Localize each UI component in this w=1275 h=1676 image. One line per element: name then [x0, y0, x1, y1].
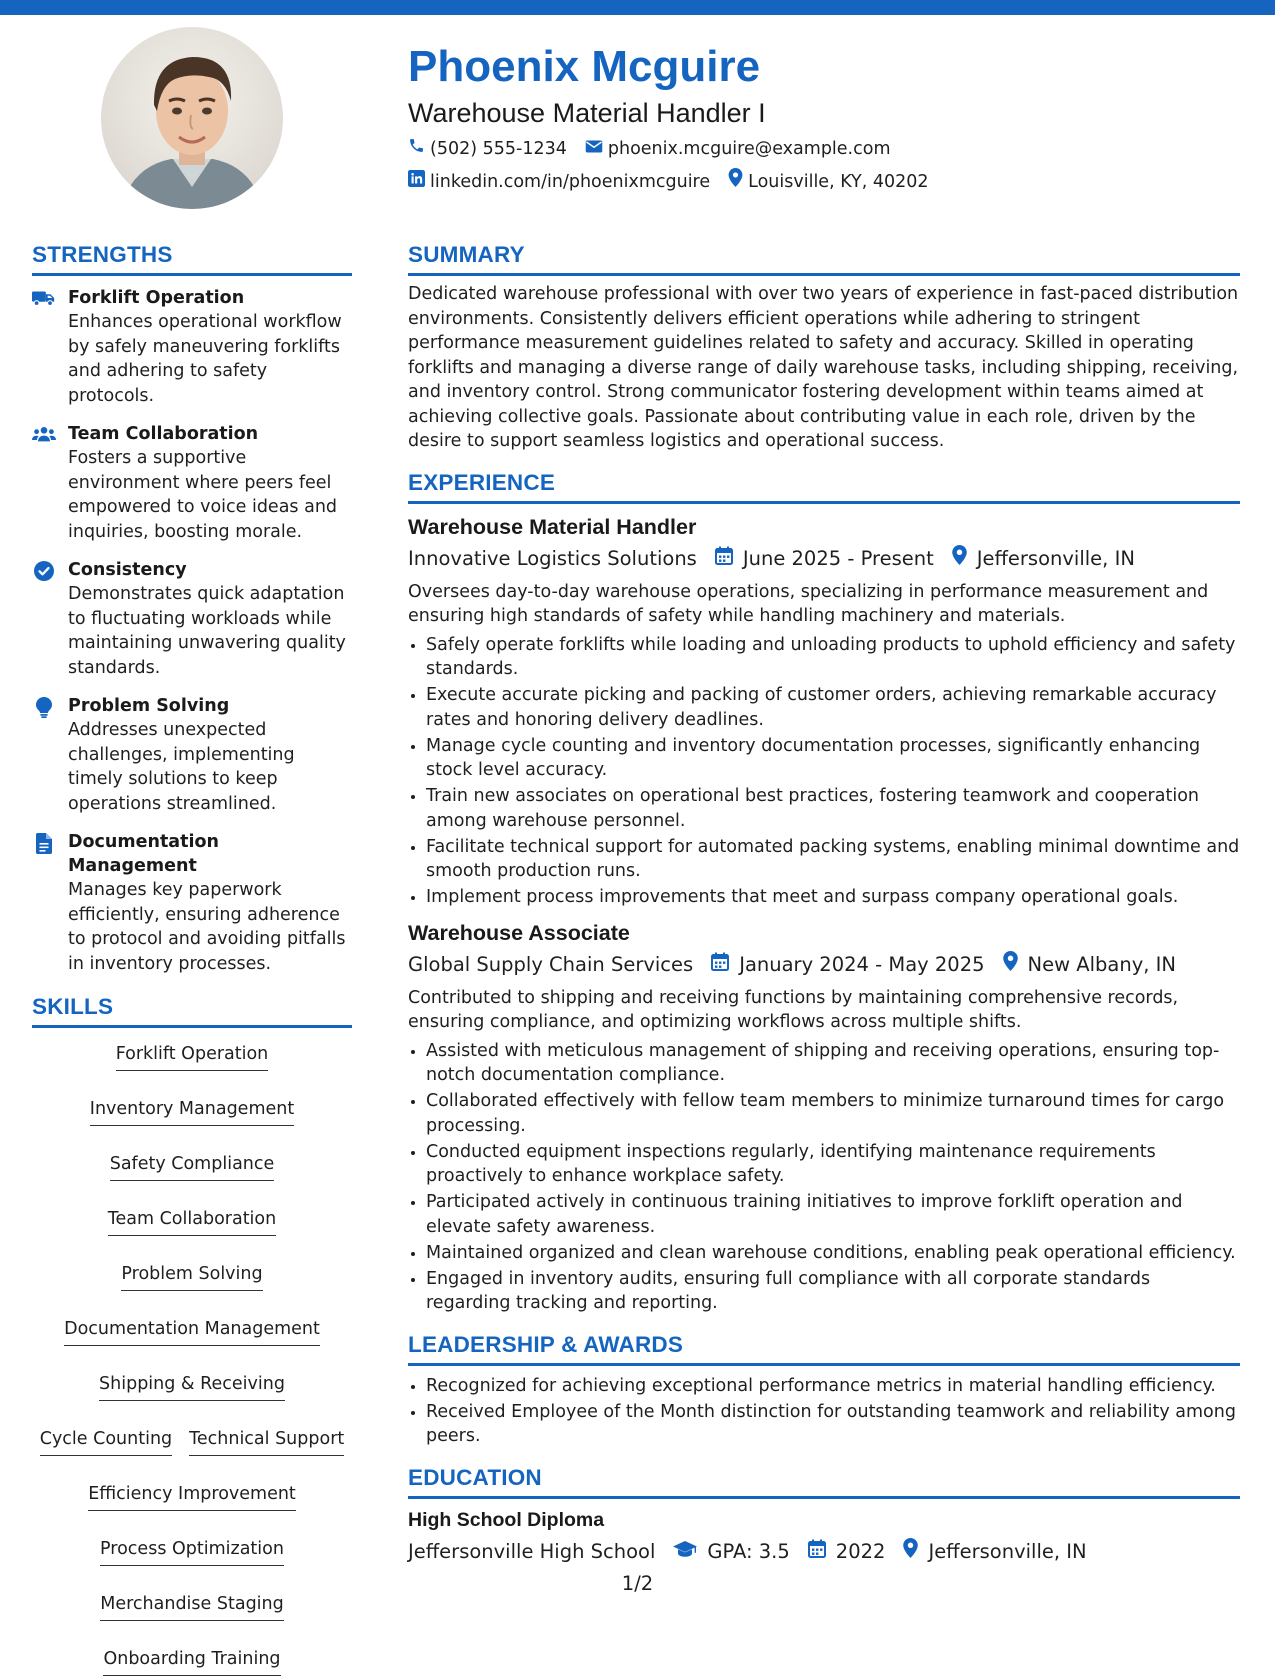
job-bullets [408, 1039, 1240, 1316]
list-item: • Maintained organized and clean warehouse conditions, enabling peak operational efficiency. [426, 1241, 1240, 1266]
graduation-cap-icon [673, 1537, 697, 1567]
skill-tag: Documentation Management [64, 1317, 320, 1346]
document-icon [32, 830, 56, 976]
phone-icon [408, 136, 425, 162]
skill-tag: Process Optimization [100, 1537, 284, 1566]
school-location: Jeffersonville, IN [928, 1539, 1087, 1563]
skill-tag: Shipping & Receiving [99, 1372, 285, 1401]
list-item: • Execute accurate picking and packing of customer orders, achieving remarkable accuracy rates and honoring delivery deadlines. [426, 683, 1240, 732]
right-column [408, 240, 1240, 1567]
map-pin-icon [1003, 950, 1018, 980]
job-description: Contributed to shipping and receiving functions by maintaining comprehensive records, ensuring compliance, and optimizing workflows across multiple shifts. [408, 987, 1179, 1032]
job-entry [408, 512, 1240, 910]
strength-desc: Addresses unexpected challenges, implementing timely solutions to keep operations streamlined. [68, 720, 295, 814]
strength-item [32, 558, 352, 680]
job-location: New Albany, IN [1027, 952, 1176, 976]
skill-tag: Inventory Management [90, 1097, 294, 1126]
strengths-list [32, 286, 352, 976]
strength-desc: Fosters a supportive environment where peers feel empowered to voice ideas and inquiries, boosting morale. [68, 448, 338, 542]
strength-title: Documentation Management [68, 832, 219, 876]
strength-item [32, 694, 352, 816]
education-heading: EDUCATION [408, 1463, 1240, 1499]
job-entry [408, 918, 1240, 1316]
skill-tag: Onboarding Training [103, 1647, 280, 1676]
skill-tag: Efficiency Improvement [88, 1482, 296, 1511]
linkedin-text: linkedin.com/in/phoenixmcguire [430, 171, 711, 192]
summary-text: Dedicated warehouse professional with over two years of experience in fast-paced distribution environments. Consistently delivers efficient operations while adhering to stringent performance measurement guidelines related to safety and accuracy. Skilled in operating forklifts and managing a diverse range of daily warehouse tasks, including shipping, receiving, and inventory control. Strong communicator fostering development within teams aimed at achieving collective goals. Passionate about contributing value in each role, driven by the desire to support seamless logistics and operational success. [408, 284, 1239, 451]
list-item: • Received Employee of the Month distinction for outstanding teamwork and reliability among peers. [426, 1400, 1240, 1449]
job-description: Oversees day-to-day warehouse operations, specializing in performance measurement and ensuring high standards of safety while handling machinery and materials. [408, 581, 1209, 626]
contact-location [728, 168, 928, 195]
skill-tag: Merchandise Staging [100, 1592, 284, 1621]
school-name: Jeffersonville High School [408, 1539, 656, 1563]
lightbulb-icon [32, 694, 56, 816]
skill-tag: Forklift Operation [116, 1042, 269, 1071]
strength-desc: Manages key paperwork efficiently, ensuring adherence to protocol and avoiding pitfalls in inventory processes. [68, 880, 346, 974]
strength-title: Problem Solving [68, 696, 230, 716]
contact-row-2 [408, 168, 1238, 195]
job-title: Warehouse Material Handler [408, 514, 697, 539]
job-dates: June 2025 - Present [742, 546, 934, 570]
awards-heading: LEADERSHIP & AWARDS [408, 1330, 1240, 1366]
experience-heading: EXPERIENCE [408, 468, 1240, 504]
job-meta [408, 544, 1240, 574]
map-pin-icon [903, 1537, 918, 1567]
resume-header [408, 40, 1238, 195]
job-dates: January 2024 - May 2025 [739, 952, 985, 976]
linkedin-icon [408, 169, 425, 195]
strength-item [32, 830, 352, 976]
degree-title: High School Diploma [408, 1508, 605, 1531]
list-item: • Participated actively in continuous training initiatives to improve forklift operation and elevate safety awareness. [426, 1190, 1240, 1239]
strength-desc: Enhances operational workflow by safely maneuvering forklifts and adhering to safety protocols. [68, 312, 342, 406]
page-number: 1/2 [621, 1572, 654, 1595]
contact-email[interactable] [585, 136, 891, 162]
calendar-icon [715, 544, 733, 574]
education-meta [408, 1537, 1240, 1567]
calendar-icon [808, 1537, 826, 1567]
location-text: Louisville, KY, 40202 [748, 171, 929, 192]
contact-row-1 [408, 136, 1238, 162]
job-bullets [408, 633, 1240, 910]
list-item: • Implement process improvements that meet and surpass company operational goals. [426, 885, 1240, 910]
strength-item [32, 286, 352, 408]
calendar-icon [711, 950, 729, 980]
list-item: • Safely operate forklifts while loading and unloading products to uphold efficiency and safety standards. [426, 633, 1240, 682]
job-location: Jeffersonville, IN [976, 546, 1135, 570]
strength-title: Consistency [68, 560, 187, 580]
list-item: • Manage cycle counting and inventory documentation processes, significantly enhancing stock level accuracy. [426, 734, 1240, 783]
list-item: • Facilitate technical support for automated packing systems, enabling minimal downtime and smooth production runs. [426, 835, 1240, 884]
map-pin-icon [728, 168, 743, 195]
email-text: phoenix.mcguire@example.com [607, 139, 891, 159]
map-pin-icon [952, 544, 967, 574]
envelope-icon [585, 136, 603, 162]
candidate-name: Phoenix Mcguire [408, 42, 761, 91]
gpa-text: GPA: 3.5 [707, 1539, 790, 1563]
truck-icon [32, 286, 56, 408]
left-column [32, 240, 352, 1676]
candidate-title: Warehouse Material Handler I [408, 98, 766, 128]
top-accent-bar [0, 0, 1275, 15]
contact-linkedin[interactable] [408, 168, 710, 195]
skill-tag: Technical Support [189, 1427, 344, 1456]
strengths-heading: STRENGTHS [32, 240, 352, 276]
phone-text: (502) 555-1234 [430, 139, 567, 159]
company-name: Global Supply Chain Services [408, 952, 694, 976]
strength-title: Forklift Operation [68, 288, 245, 308]
skill-tag: Cycle Counting [40, 1427, 172, 1456]
strength-title: Team Collaboration [68, 424, 259, 444]
list-item: • Assisted with meticulous management of shipping and receiving operations, ensuring top-notch documentation compliance. [426, 1039, 1240, 1088]
graduation-year: 2022 [835, 1539, 886, 1563]
list-item: • Conducted equipment inspections regularly, identifying maintenance requirements proactively to enhance workplace safety. [426, 1140, 1240, 1189]
skill-tag: Problem Solving [121, 1262, 262, 1291]
users-icon [32, 422, 56, 544]
job-title: Warehouse Associate [408, 920, 630, 945]
list-item: • Engaged in inventory audits, ensuring full compliance with all corporate standards regarding tracking and reporting. [426, 1267, 1240, 1316]
company-name: Innovative Logistics Solutions [408, 546, 697, 570]
list-item: • Recognized for achieving exceptional performance metrics in material handling efficiency. [426, 1374, 1240, 1399]
awards-list [408, 1374, 1240, 1449]
strength-desc: Demonstrates quick adaptation to fluctuating workloads while maintaining unwavering quality standards. [68, 584, 346, 678]
check-circle-icon [32, 558, 56, 680]
list-item: • Collaborated effectively with fellow team members to minimize turnaround times for cargo processing. [426, 1089, 1240, 1138]
list-item: • Train new associates on operational best practices, fostering teamwork and cooperation among warehouse personnel. [426, 784, 1240, 833]
contact-phone[interactable] [408, 136, 567, 162]
job-meta [408, 950, 1240, 980]
avatar [101, 27, 283, 209]
skill-tag: Safety Compliance [110, 1152, 275, 1181]
summary-heading: SUMMARY [408, 240, 1240, 276]
skill-tag: Team Collaboration [108, 1207, 276, 1236]
skills-heading: SKILLS [32, 992, 352, 1028]
strength-item [32, 422, 352, 544]
